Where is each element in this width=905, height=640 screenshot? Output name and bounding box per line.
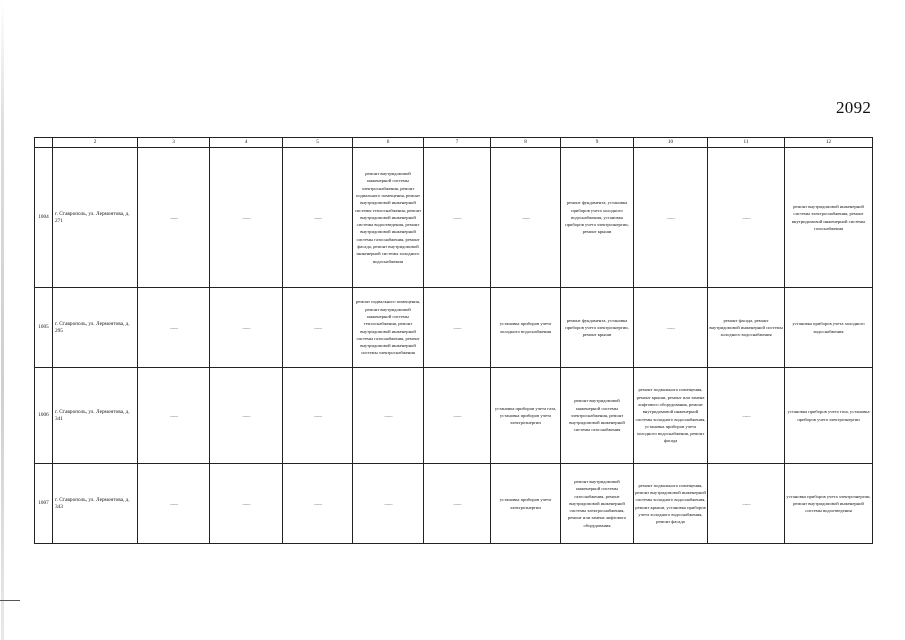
column-header: 4 [210,138,283,148]
table-cell: ремонт внутридомовой инженерной системы электроснабжения, ремонт подвального помещения, ремонт внутридомовой инженерной системы теплоснабжения, ремонт внутридомовой инженерной системы водоотведения, ремонт внутридомовой инженерной системы газоснабжения, ремонт фасада, ремонт внутридомовой инженерной системы холодного водоснабжения [353,148,424,288]
scan-corner-mark [0,600,20,621]
page-number: 2092 [836,98,872,117]
table-cell: —— [138,288,210,368]
address-cell: г. Ставрополь, ул. Лермонтова, д. 343 [53,464,138,544]
table-cell: —— [424,368,491,464]
table-cell: —— [210,148,283,288]
table-cell: —— [210,368,283,464]
address-cell: г. Ставрополь, ул. Лермонтова, д. 271 [53,148,138,288]
table-row [35,288,873,368]
table-cell: установка приборов учета газа, установка приборов учета электроэнергии [491,368,561,464]
table-cell: —— [708,464,785,544]
scan-edge-mark [1,0,4,640]
address-cell: г. Ставрополь, ул. Лермонтова, д. 295 [53,288,138,368]
table-cell: установка приборов учета газа, установка приборов учета электроэнергии [785,368,873,464]
row-number: 1005 [35,288,53,368]
table-cell: —— [283,464,353,544]
table-cell: —— [138,148,210,288]
column-header: 7 [424,138,491,148]
table-cell: —— [353,464,424,544]
table-cell: ремонт подвального помещения, ремонт внутридомовой инженерной системы теплоснабжения, ремонт внутридомовой инженерной системы газоснабжения, ремонт внутридомовой инженерной системы электроснабжения [353,288,424,368]
repair-schedule-table [34,137,873,544]
table-cell: ремонт фундамента, установка приборов учета холодного водоснабжения, установка приборов учета электроэнергии, ремонт крыши [561,148,634,288]
column-header: 2 [53,138,138,148]
column-header [35,138,53,148]
column-header: 11 [708,138,785,148]
table-cell: —— [708,148,785,288]
table-cell: —— [210,464,283,544]
table-cell: ремонт внутридомовой инженерной системы электроснабжения, ремонт внутридомовой инженерной системы газоснабжения [785,148,873,288]
table-cell: —— [138,368,210,464]
table-cell: —— [138,464,210,544]
address-cell: г. Ставрополь, ул. Лермонтова, д. 341 [53,368,138,464]
column-header: 8 [491,138,561,148]
table-cell: ремонт подвального помещения, ремонт внутридомовой инженерной системы холодного водоснабжения, ремонт крыши, установка приборов учета холодного водоснабжения, ремонт фасада [634,464,708,544]
table-cell: —— [283,148,353,288]
table-cell: —— [424,464,491,544]
table-cell: —— [708,368,785,464]
table-cell: установка приборов учета электроэнергии, ремонт внутридомовой инженерной системы водоотведения [785,464,873,544]
row-number: 1004 [35,148,53,288]
table-row [35,148,873,288]
table-cell: ремонт фасада, ремонт внутридомовой инженерной системы холодного водоснабжения [708,288,785,368]
table-row [35,464,873,544]
table-cell: ремонт фундамента, установка приборов учета электроэнергии, ремонт крыши [561,288,634,368]
table-cell: установка приборов учета электроэнергии [491,464,561,544]
table-cell: ремонт внутридомовой инженерной системы электроснабжения, ремонт внутридомовой инженерной системы газоснабжения [561,368,634,464]
table-cell: установка приборов учета холодного водоснабжения [491,288,561,368]
table-cell: —— [634,288,708,368]
table-cell: установка приборов учета холодного водоснабжения [785,288,873,368]
table-cell: ремонт внутридомовой инженерной системы газоснабжения, ремонт внутридомовой инженерной системы электроснабжения, ремонт или замена лифтового оборудования [561,464,634,544]
table-cell: —— [210,288,283,368]
table-cell: —— [283,288,353,368]
table-cell: —— [634,148,708,288]
table-row [35,368,873,464]
table-cell: —— [424,288,491,368]
column-header: 10 [634,138,708,148]
table-cell: —— [491,148,561,288]
column-header: 3 [138,138,210,148]
table-cell: ремонт подвального помещения, ремонт крыши, ремонт или замена лифтового оборудования, ремонт внутридомовой инженерной системы холодного водоснабжения, установка приборов учета холодного водоснабжения, ремонт фасада [634,368,708,464]
table-cell: —— [353,368,424,464]
row-number: 1007 [35,464,53,544]
column-number-row [35,138,873,148]
table-cell: —— [424,148,491,288]
column-header: 5 [283,138,353,148]
column-header: 9 [561,138,634,148]
table-cell: —— [283,368,353,464]
column-header: 6 [353,138,424,148]
row-number: 1006 [35,368,53,464]
column-header: 12 [785,138,873,148]
